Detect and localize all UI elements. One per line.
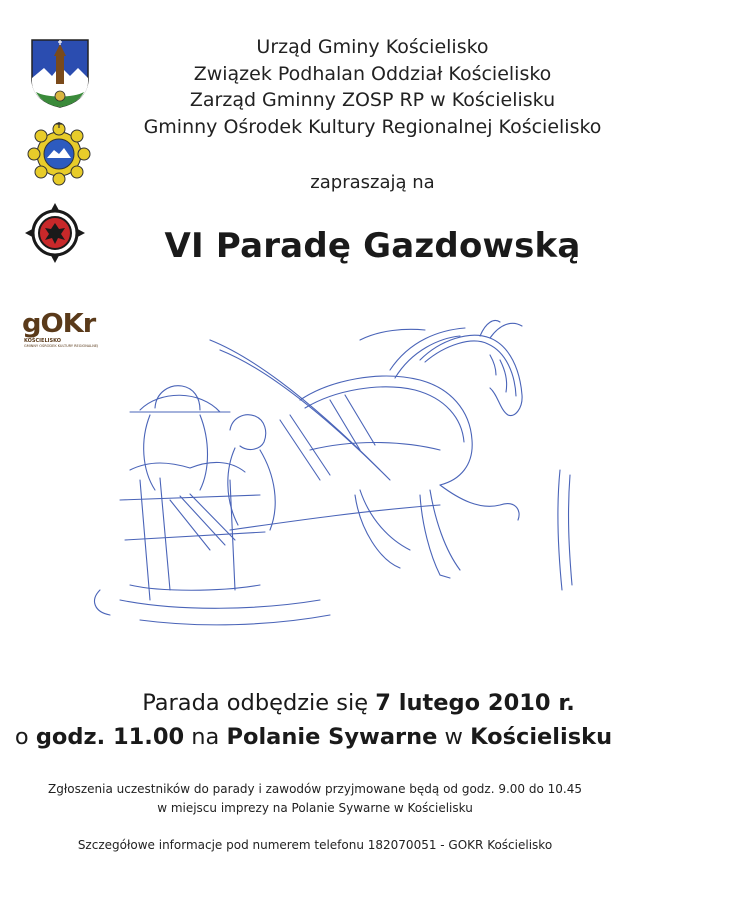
event-title: VI Paradę Gazdowską <box>164 226 581 266</box>
organizer-line: Zarząd Gminny ZOSP RP w Kościelisku <box>189 89 556 111</box>
event-date: 7 lutego 2010 r. <box>375 690 575 716</box>
organizer-line: Gminny Ośrodek Kultury Regionalnej Kościelisko <box>143 115 602 138</box>
event-town: Kościelisku <box>470 724 613 750</box>
organizers-list <box>100 34 645 140</box>
organizer-line: Związek Podhalan Oddział Kościelisko <box>193 62 552 85</box>
organizer-line: Urząd Gminy Kościelisko <box>256 36 489 58</box>
event-date-line <box>0 690 729 716</box>
zosp-fire-brigade-emblem <box>24 202 86 268</box>
text-w: w <box>437 724 471 750</box>
event-time: godz. 11.00 <box>35 724 185 750</box>
horse-sleigh-sketch <box>60 300 660 640</box>
coat-of-arms-koscielisko <box>30 38 90 112</box>
contact-info: Szczegółowe informacje pod numerem telefonu 182070051 - GOKR Kościelisko <box>77 838 553 852</box>
invite-text: zapraszają na <box>310 172 435 193</box>
text-na: na <box>184 724 227 750</box>
event-place: Polanie Sywarne <box>226 724 438 750</box>
gokr-wordmark: gOKr <box>22 309 96 339</box>
gokr-subtitle: GMINNY OŚRODEK KULTURY REGIONALNEJ <box>24 344 99 348</box>
event-time-place-line <box>0 724 684 750</box>
zwiazek-podhalan-emblem <box>24 120 94 192</box>
registration-line-2: w miejscu imprezy na Polanie Sywarne w Kościelisku <box>157 801 473 815</box>
gokr-name: KOŚCIELISKO <box>24 338 61 344</box>
registration-line-1: Zgłoszenia uczestników do parady i zawodów przyjmowane będą od godz. 9.00 do 10.45 <box>47 782 583 796</box>
event-date-prefix: Parada odbędzie się <box>142 690 376 716</box>
text-o: o <box>14 724 36 750</box>
